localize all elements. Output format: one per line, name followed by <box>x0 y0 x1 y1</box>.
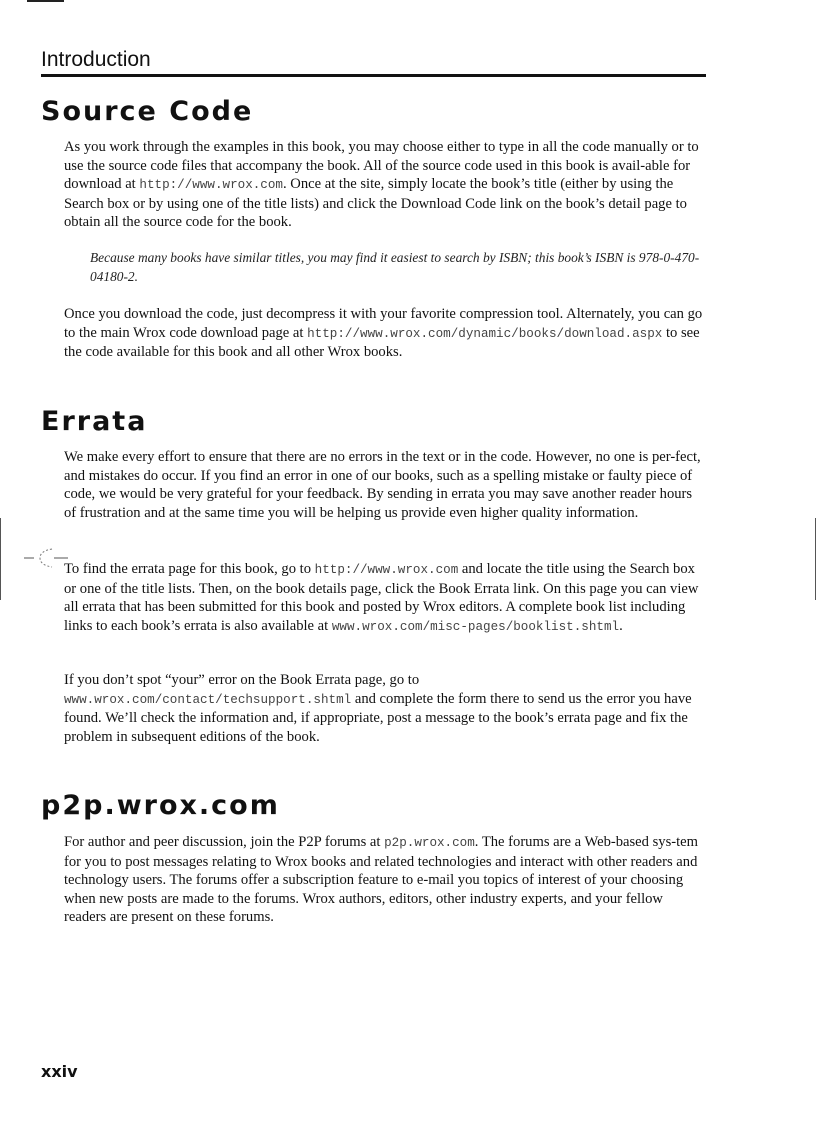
link-download-page[interactable]: http://www.wrox.com/dynamic/books/download.aspx <box>307 326 663 341</box>
source-code-paragraph-2: Once you download the code, just decompress it with your favorite compression tool. Alternately, you can go to the main Wrox code download page at http://www.wrox.com/dynamic/books/download.aspx to see the code available for this book and all other Wrox books. <box>64 306 703 361</box>
errata-paragraph-1: We make every effort to ensure that there are no errors in the text or in the code. However, no one is per-fect, and mistakes do occur. If you find an error in one of our books, such as a spelling mistake or faulty piece of code, we would be very grateful for your feedback. By sending in errata you may save another reader hours of frustration and at the same time you will be helping us provide even higher quality information. <box>64 449 701 521</box>
link-booklist[interactable]: www.wrox.com/misc-pages/booklist.shtml <box>331 619 620 634</box>
left-margin-line <box>0 518 1 600</box>
heading-source-code: Source Code <box>41 96 254 127</box>
heading-p2p: p2p.wrox.com <box>41 790 280 821</box>
link-techsupport[interactable]: www.wrox.com/contact/techsupport.shtml <box>64 692 352 707</box>
errata-paragraph-2: To find the errata page for this book, go to http://www.wrox.com and locate the title using the Search box or one of the title lists. Then, on the book details page, click the Book Errata link. On this page you can view all errata that has been submitted for this book and posted by Wrox editors. A complete book list including links to each book’s errata is also available at www.wrox.com/misc-pages/booklist.shtml. <box>64 561 699 634</box>
heading-errata: Errata <box>41 406 148 437</box>
top-edge-rule <box>27 0 64 2</box>
header-rule <box>41 74 706 77</box>
p2p-paragraph-1: For author and peer discussion, join the P2P forums at p2p.wrox.com. The forums are a Web-based sys-tem for you to post messages relating to Wrox books and related technologies and interact with other readers and technology users. The forums offer a subscription feature to e-mail you topics of interest of your choosing when new posts are made to the forums. Wrox authors, editors, other industry experts, and your fellow readers are present on these forums. <box>64 834 698 926</box>
errata-paragraph-3: If you don’t spot “your” error on the Book Errata page, go to www.wrox.com/contact/techsupport.shtml and complete the form there to send us the error you have found. We’ll check the information and, if appropriate, post a message to the book’s errata page and fix the problem in subsequent editions of the book. <box>64 672 692 745</box>
running-head: Introduction <box>41 48 151 71</box>
link-p2p-forums[interactable]: p2p.wrox.com <box>384 836 475 850</box>
source-code-paragraph-1: As you work through the examples in this book, you may choose either to type in all the code manually or to use the source code files that accompany the book. All of the source code used in this book is avail-able for download at http://www.wrox.com. Once at the site, simply locate the book’s title (either by using the Search box or by using one of the title lists) and click the Download Code link on the book’s detail page to obtain all the source code for the book. <box>64 139 699 231</box>
page-number: xxiv <box>41 1062 78 1081</box>
link-wrox-home[interactable]: http://www.wrox.com <box>139 178 283 193</box>
link-wrox-home-errata[interactable]: http://www.wrox.com <box>314 563 459 577</box>
isbn-note: Because many books have similar titles, you may find it easiest to search by ISBN; this book’s ISBN is 978-0-470-04180-2. <box>90 250 700 284</box>
registration-mark-icon <box>24 547 68 569</box>
